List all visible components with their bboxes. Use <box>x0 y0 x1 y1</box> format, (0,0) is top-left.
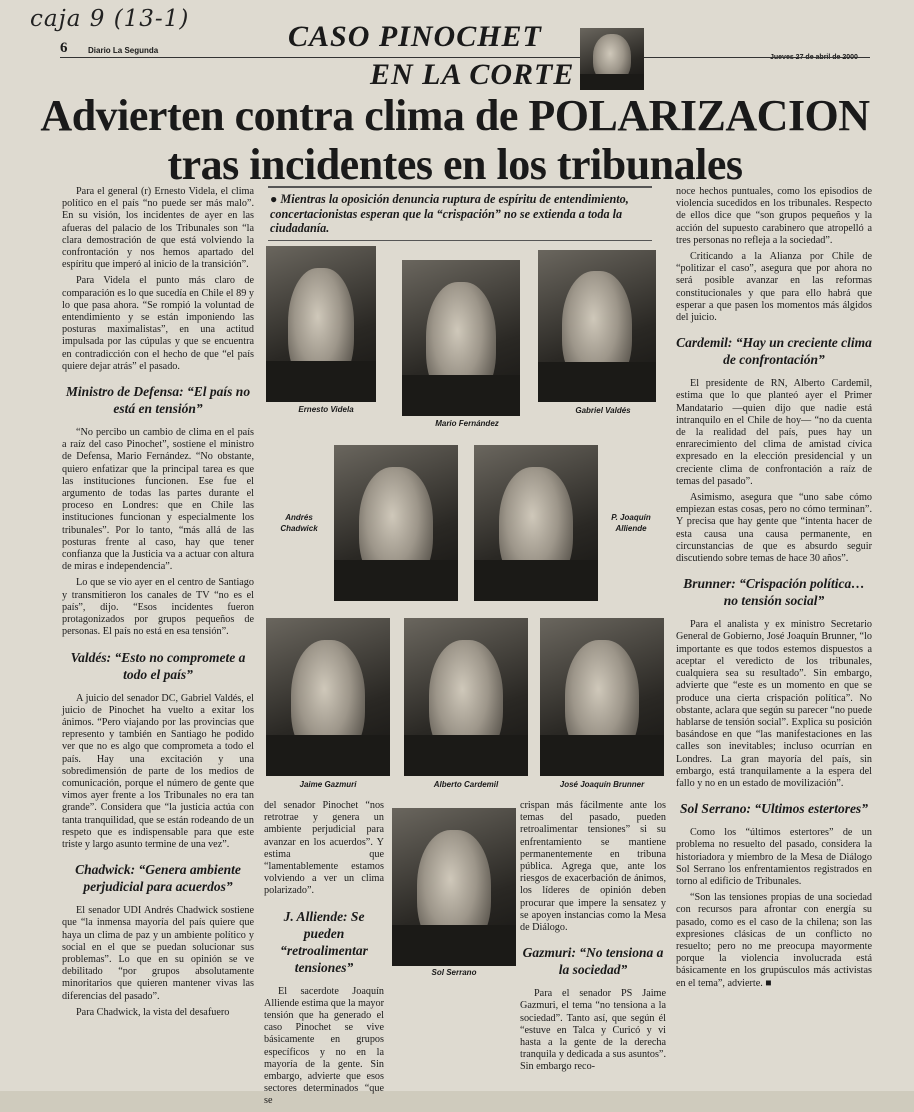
photo-ernesto-videla <box>266 246 376 402</box>
subhead-gazmuri: Gazmuri: “No tensiona a la sociedad” <box>522 945 664 978</box>
col4-paragraph: Asimismo, asegura que “uno sabe cómo empiezan estas cosas, pero no cómo terminan”. Y precisa que hay gente que “intenta hacer de esta causa una causa permanente, en circunstancias de que es absurdo seguir discutiendo sobre temas de hace 30 años”. <box>676 492 872 565</box>
photo-jaime-gazmuri <box>266 618 390 776</box>
col1-paragraph: “No percibo un cambio de clima en el país a raíz del caso Pinochet”, sostiene el ministro de Defensa, Mario Fernández. “No obstante, quiero enfatizar que la principal tarea es que las instituciones funcionen. Ese fue el argumento de todas las partes durante el proceso en Londres: que en Chile las instituciones funcionan y especialmente los tribunales”. Por lo tanto, “más allá de las posturas frente al caso, hay que tener confianza que la Justicia va a actuar con altura de miras e independencia”. <box>62 427 254 573</box>
subhead-ministro-defensa: Ministro de Defensa: “El país no está en tensión” <box>65 384 251 417</box>
caption-gazmuri: Jaime Gazmuri <box>299 780 357 789</box>
caption-chadwick: Andrés Chadwick <box>280 513 318 533</box>
col1-paragraph: Lo que se vio ayer en el centro de Santiago y transmitieron los canales de TV “no es el país”, dijo. “Esos incidentes fueron protagonizados por grupos pequeños de personas. El país no está en esa tensión”. <box>62 577 254 638</box>
issue-date: Jueves 27 de abril de 2000 <box>770 54 858 61</box>
headline-line1: Advierten contra clima de POLARIZACION <box>40 91 870 140</box>
col4-paragraph: Criticando a la Alianza por Chile de “politizar el caso”, asegura que por ahora no será posible avanzar en las reformas constitucionales y que para ello habrá que esperar a que pasen los momentos más álgidos del juicio. <box>676 251 872 324</box>
deck-summary: ● Mientras la oposición denuncia ruptura de espíritu de entendimiento, concertacionistas esperan que la “crispación” no se extienda a toda la ciudadanía. <box>268 186 652 241</box>
col4-paragraph: “Son las tensiones propias de una sociedad con recursos para afrontar con energía su pasado, como es el caso de la chilena; son las expresiones clásicas de un conflicto no resuelto; pero no me preocupa mayormente porque la violencia involucrada está básicamente en los grupúsculos más activistas en el tema”, advierte. ■ <box>676 892 872 989</box>
caption-brunner: José Joaquín Brunner <box>559 780 645 789</box>
caption-cardemil: Alberto Cardemil <box>433 780 499 789</box>
column-4 <box>676 186 872 994</box>
col2-paragraph: del senador Pinochet “nos retrotrae y genera un ambiente perjudicial para avanzar en los acuerdos”. Y estima que “lamentablemente estamos volviendo a ver un clima polarizado”. <box>264 800 384 897</box>
headline-line2: tras incidentes en los tribunales <box>167 140 743 189</box>
col1-paragraph: Para el general (r) Ernesto Videla, el clima político en el país “no puede ser más malo”. En su visión, los incidentes de ayer en las afueras del palacio de los Tribunales son “la clara demostración de que está volviendo la confrontación y nos hemos apartado del espíritu que imperó al inicio de la transición”. <box>62 186 254 271</box>
col4-paragraph: El presidente de RN, Alberto Cardemil, estima que lo que planteó ayer el Primer Mandatario —quien dijo que nadie está intranquilo en el Chile de hoy— “no da cuenta de la realidad del país, pues hay un enrarecimiento del clima de amistad cívica expresado en la elección presidencial y un creciente clima de confrontación a raíz de temas del pasado”. <box>676 378 872 487</box>
subhead-chadwick: Chadwick: “Genera ambiente perjudicial para acuerdos” <box>75 862 241 895</box>
subhead-alliende: J. Alliende: Se pueden “retroalimentar tensiones” <box>280 908 368 975</box>
caption-videla: Ernesto Videla <box>298 405 354 414</box>
handwritten-note: caja 9 (13-1) <box>30 6 190 32</box>
col4-paragraph: Como los “últimos estertores” de un problema no resuelto del pasado, considera la historiadora y miembro de la Mesa de Diálogo Sol Serrano los enfrentamientos registrados en torno al edificio de Tribunales. <box>676 827 872 887</box>
photo-joaquin-alliende <box>474 445 598 601</box>
col4-paragraph: noce hechos puntuales, como los episodios de violencia sucedidos en los tribunales. Respecto de ellos dice que “son grupos pequeños y la acción del supuesto carabinero que atropelló a tres personas no refleja a la sociedad”. <box>676 186 872 246</box>
col1-paragraph: Para Videla el punto más claro de comparación es lo que sucedía en Chile el 89 y lo que pasa ahora. “Se rompió la voluntad de entendimiento y se están imponiendo las posturas maximalistas”, en una actitud impulsada por las cúpulas y que se encuentra en contradicción con el hecho de que “el país quiere dejar atrás” el pasado. <box>62 275 254 372</box>
photo-gabriel-valdes <box>538 250 656 402</box>
column-1 <box>62 186 254 1023</box>
subhead-cardemil: Cardemil: “Hay un creciente clima de confrontación” <box>676 335 872 368</box>
photo-jose-joaquin-brunner <box>540 618 664 776</box>
col1-paragraph: El senador UDI Andrés Chadwick sostiene que “la inmensa mayoría del país quiere que haya un clima de paz y un ambiente político y social en el que se puedan solucionar sus problemas”. Lo que en su opinión se ve debilitado “por grupos absolutamente minoritarios que quieren mantener vivas las diferencias del pasado”. <box>62 905 254 1002</box>
paper-name: Diario La Segunda <box>88 46 159 55</box>
col3-paragraph: crispan más fácilmente ante los temas del pasado, pueden retroalimentar tensiones” si su enfrentamiento se mantiene permanentemente en tribuna pública. Agrega que, ante los riesgos de exacerbación de ánimos, los líderes de opinión deben procurar que impere la sensatez y se apoyen instancias como la Mesa de Diálogo. <box>520 800 666 934</box>
column-3 <box>520 800 666 1078</box>
col2-paragraph: El sacerdote Joaquín Alliende estima que la mayor tensión que ha generado el caso Pinochet se vive básicamente en grupos específicos y no en la mayoría de la gente. Sin embargo, advierte que esos sectores determinados “que se <box>264 985 384 1107</box>
subhead-serrano: Sol Serrano: “Ultimos estertores” <box>680 801 868 817</box>
col3-paragraph: Para el senador PS Jaime Gazmuri, el tema “no tensiona a la sociedad”. Tanto así, que según él “estuve en Talca y Curicó y vi hasta a la gente de la derecha tranquila y dedicada a sus asuntos”. Sin embargo reco- <box>520 988 666 1073</box>
col1-paragraph: A juicio del senador DC, Gabriel Valdés, el juicio de Pinochet ha vuelto a exitar los ánimos. “Pero viajando por las provincias que represento y también en Santiago he podido ver que no es algo que comprometa a todo el país. Hay una excitación y una sobredimensión de parte de los medios de comunicación, porque el número de gente que vimos ayer frente a los Tribunales no era tan grande”. Considera que “la justicia actúa con tanta tranquilidad, que se están rodeando de un respeto que es indispensable para que este triste y largo asunto termine de una vez”. <box>62 692 254 850</box>
photo-andres-chadwick <box>334 445 458 601</box>
column-2 <box>264 800 384 1112</box>
col1-paragraph: Para Chadwick, la vista del desafuero <box>76 1006 230 1018</box>
page-number: 6 <box>60 40 68 56</box>
caption-valdes: Gabriel Valdés <box>575 406 631 415</box>
caption-fernandez: Mario Fernández <box>435 419 499 428</box>
photo-alberto-cardemil <box>404 618 528 776</box>
photo-mario-fernandez <box>402 260 520 416</box>
pinochet-photo <box>580 28 644 90</box>
subhead-valdes: Valdés: “Esto no compromete a todo el país” <box>70 649 246 682</box>
subhead-brunner: Brunner: “Crispación política… no tensión social” <box>683 576 865 609</box>
caption-serrano: Sol Serrano <box>431 968 477 977</box>
col4-paragraph: Para el analista y ex ministro Secretario General de Gobierno, José Joaquín Brunner, “lo importante es que todos estemos dispuestos a aceptar el veredicto de los tribunales, cualquiera sea su resultado”. Sin embargo, advierte que “este es un momento en que se produce una cierta crispación política”. No obstante, aclara que según su parecer “no puede hablarse de tensión social”. Explica su posición basándose en que “las manifestaciones en las calles son inevitables; incluso ocurrían en Londres. La gran mayoría del país, sin embargo, está tranquilamente a la espera del fallo y no en un estado de movilización”. <box>676 619 872 789</box>
photo-sol-serrano <box>392 808 516 966</box>
section-title: CASO PINOCHET <box>288 20 542 53</box>
section-subtitle: EN LA CORTE <box>370 58 575 91</box>
caption-alliende: P. Joaquín Alliende <box>611 513 651 533</box>
